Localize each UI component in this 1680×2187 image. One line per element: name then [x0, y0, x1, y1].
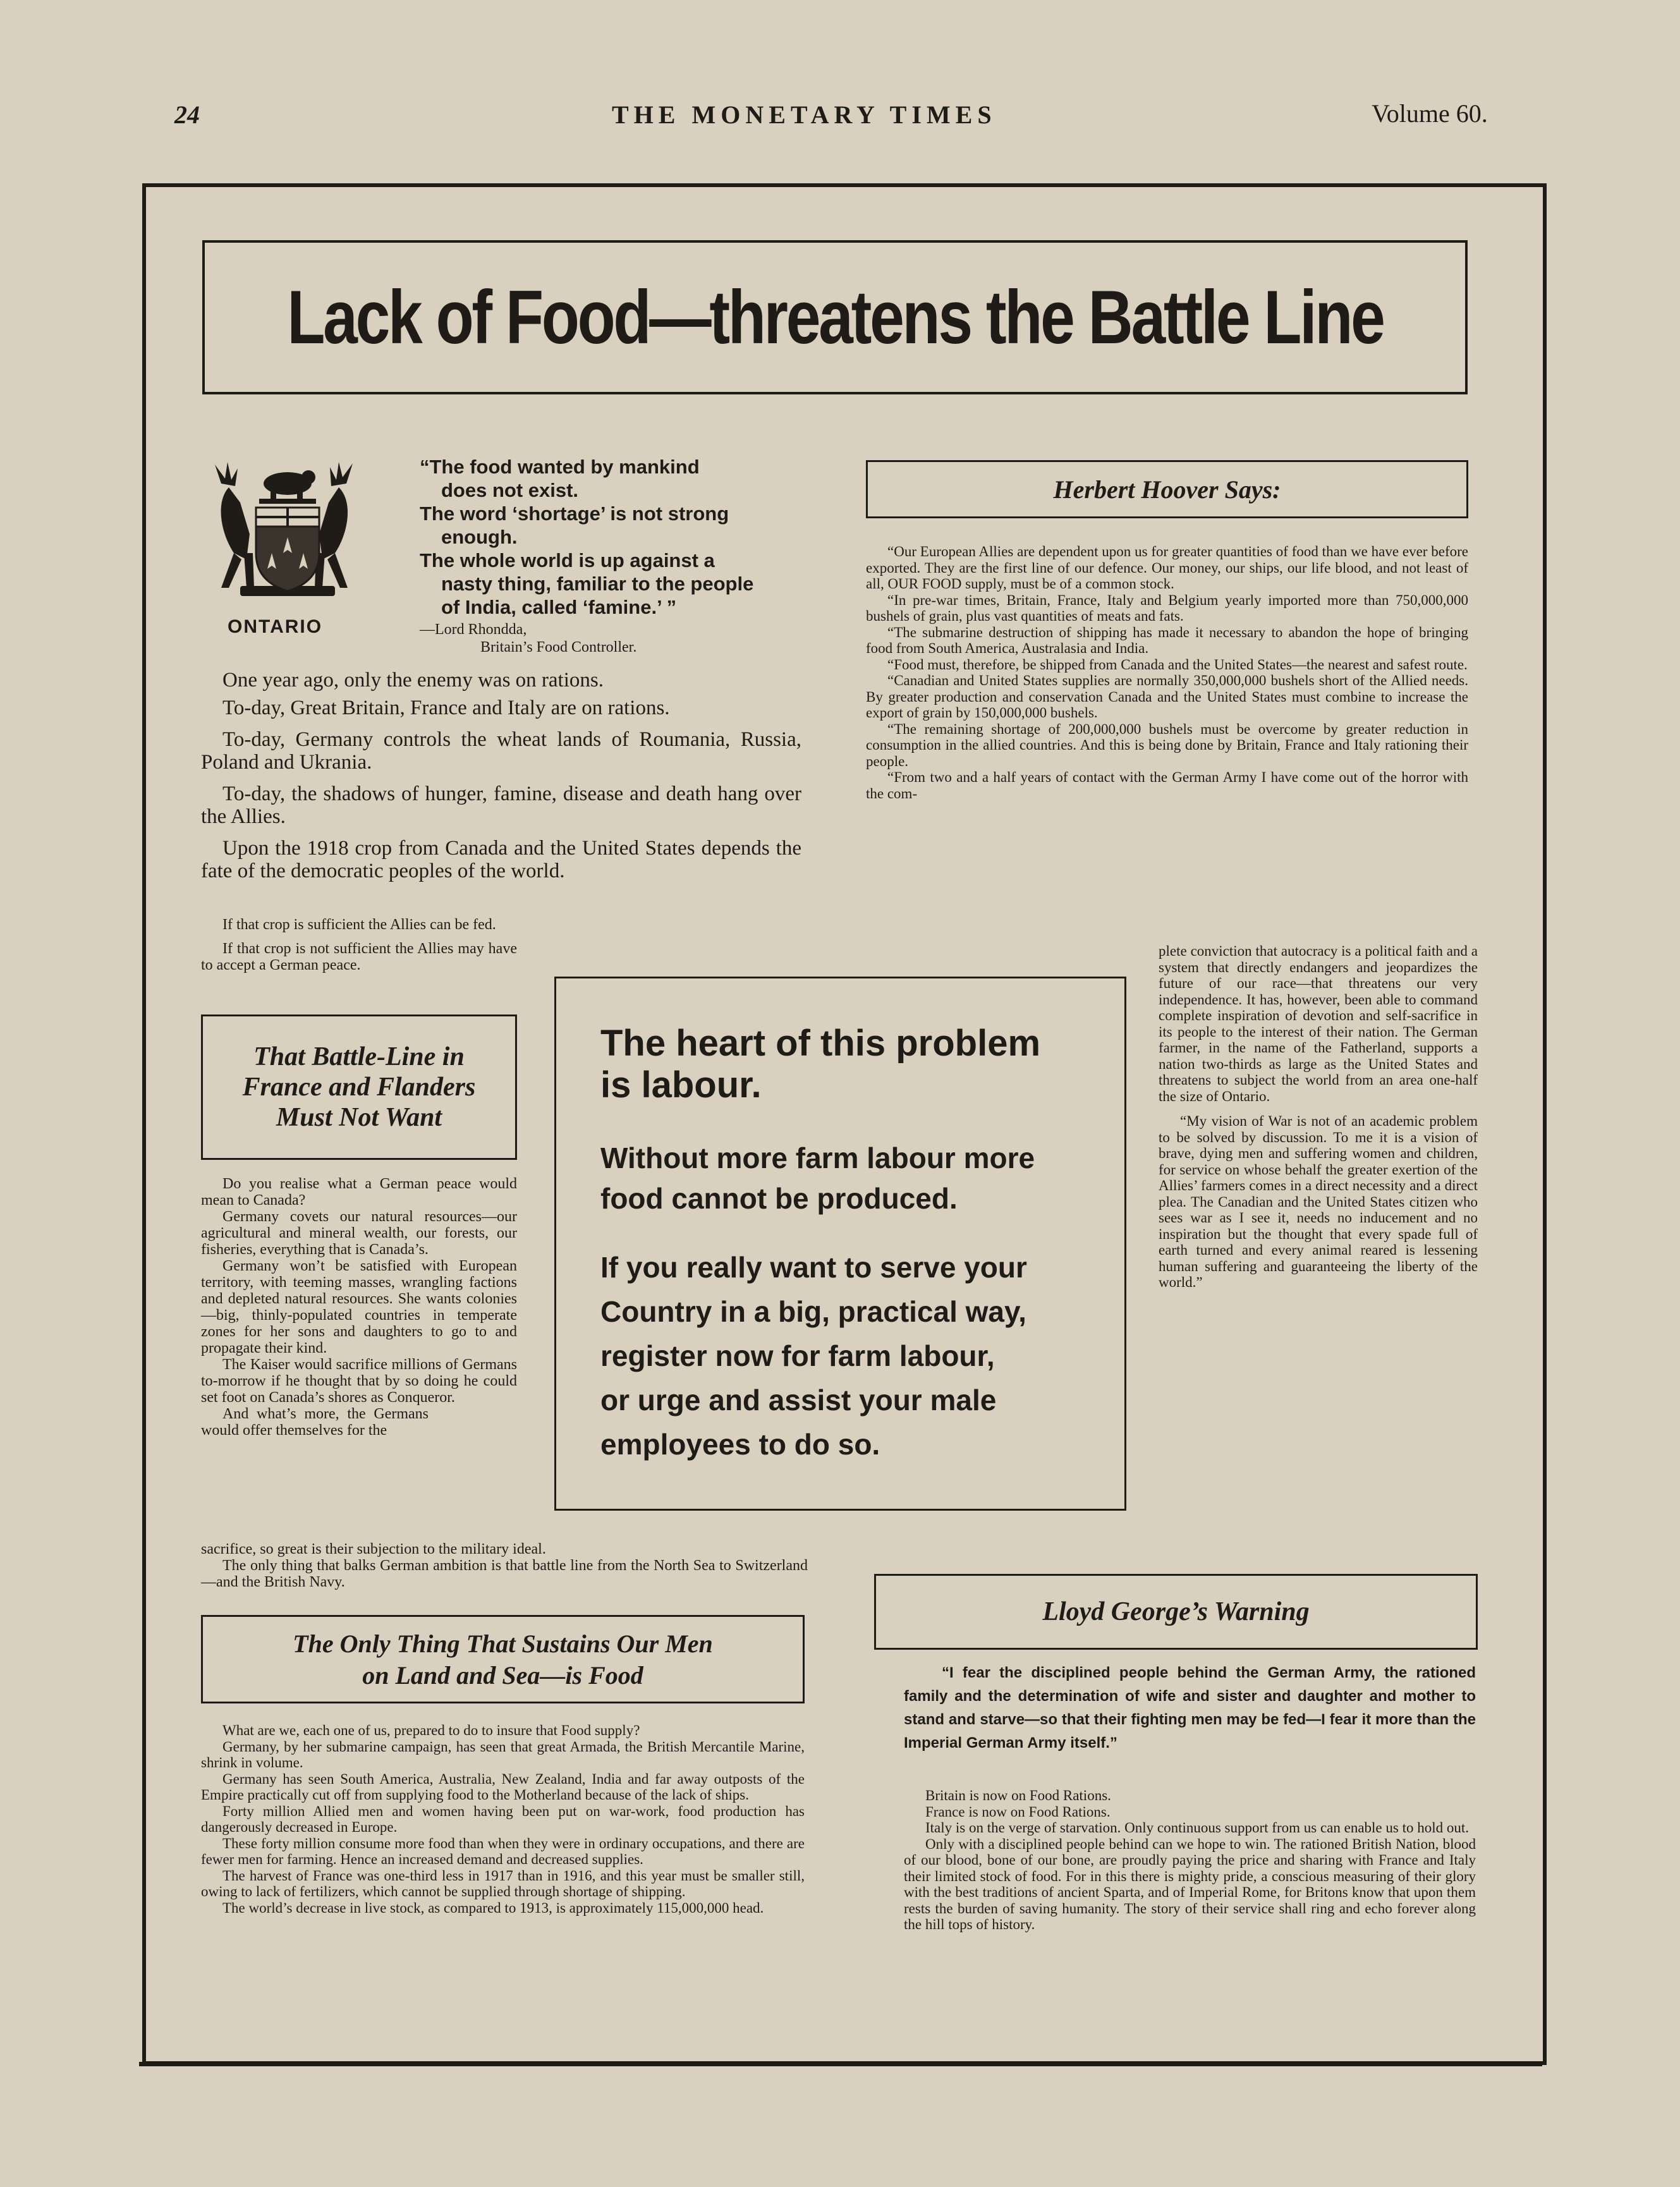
labour-paragraph-1: [600, 1138, 1099, 1219]
quote-line: does not exist.: [441, 479, 579, 501]
body-paragraph: These forty million consume more food than when they were in ordinary occupations, and there are fewer men for farming. Hence an increased demand and decreased supplies.: [201, 1835, 805, 1867]
page-number: 24: [174, 101, 200, 129]
intro-crop-note: [201, 917, 801, 933]
text-line: food cannot be produced.: [600, 1182, 958, 1215]
heading-line: is labour.: [600, 1064, 762, 1106]
body-paragraph: “Our European Allies are dependent upon us for greater quantities of food than we have ever before exported. They are the first line of our defence. Our money, our ships, our life blood, and not least of all, OUR FOOD supply, must be of a common stock.: [866, 544, 1468, 592]
publication-title: THE MONETARY TIMES: [612, 101, 997, 129]
hoover-text-cont: [1159, 943, 1478, 1291]
intro-paragraph: To-day, the shadows of hunger, famine, disease and death hang over the Allies.: [201, 783, 801, 828]
quote-line: nasty thing, familiar to the people: [441, 573, 754, 595]
heading-line: The Only Thing That Sustains Our Men: [293, 1630, 713, 1658]
body-paragraph: sacrifice, so great is their subjection to the military ideal.: [201, 1541, 546, 1557]
body-paragraph: What are we, each one of us, prepared to do to insure that Food supply?: [222, 1722, 640, 1738]
body-paragraph: “From two and a half years of contact with the German Army I have come out of the horror with the com-: [866, 769, 1468, 801]
body-paragraph: Germany won’t be satisfied with European territory, with teeming masses, wrangling factions and depleted natural resources. She wants colonies—big, thinly-populated countries in temperate zones for her sons and daughters to go to and propagate their kind.: [201, 1258, 517, 1356]
text-line: or urge and assist your male: [600, 1384, 997, 1416]
body-paragraph: And what’s more, the Germans would offer themselves for the: [201, 1406, 429, 1439]
text-line: employees to do so.: [600, 1428, 880, 1461]
bottom-rule: [139, 2062, 1542, 2066]
intro-paragraph: Upon the 1918 crop from Canada and the United States depends the fate of the democratic peoples of the world.: [201, 837, 801, 882]
main-title: Lack of Food—threatens the Battle Line: [286, 275, 1384, 360]
body-paragraph: Forty million Allied men and women having been put on war-work, food production has dangerously decreased in Europe.: [201, 1803, 805, 1835]
body-paragraph: The harvest of France was one-third less in 1917 than in 1916, and this year must be smaller still, owing to lack of fertilizers, which cannot be supplied through shortage of shipping.: [201, 1867, 805, 1899]
ontario-crest: [196, 458, 379, 637]
sustains-heading-box: [201, 1615, 805, 1703]
main-title-box: [202, 240, 1468, 394]
body-paragraph: Germany covets our natural resources—our agricultural and mineral wealth, our forests, our fisheries, everything that is Canada’s.: [201, 1209, 517, 1258]
quote-line: “The food wanted by mankind: [420, 456, 700, 478]
text-line: register now for farm labour,: [600, 1339, 995, 1372]
intro-crop-note-2: [201, 941, 517, 973]
text-line: Without more farm labour more: [600, 1142, 1035, 1174]
body-paragraph: “Canadian and United States supplies are normally 350,000,000 bushels short of the Allied needs. By greater production and conservation Canada and the United States must combine to increase the export of grain by 150,000,000 bushels.: [866, 673, 1468, 721]
attribution-title: Britain’s Food Controller.: [480, 639, 637, 655]
intro-text: [201, 669, 801, 882]
attribution-name: —Lord Rhondda,: [420, 621, 527, 638]
battle-line-heading-box: [201, 1014, 517, 1160]
battle-line-text: [201, 1176, 517, 1439]
volume-label: Volume 60.: [1372, 99, 1488, 128]
crest-label: ONTARIO: [228, 616, 323, 637]
heading-line: France and Flanders: [242, 1073, 476, 1102]
heading-line: on Land and Sea—is Food: [362, 1661, 643, 1690]
sustains-text: [201, 1722, 805, 1916]
body-paragraph: The world’s decrease in live stock, as compared to 1913, is approximately 115,000,000 head.: [222, 1899, 764, 1916]
heading-line: The heart of this problem: [600, 1023, 1041, 1064]
quote-line: The word ‘shortage’ is not strong: [420, 503, 729, 525]
heading-line: That Battle-Line in: [253, 1042, 465, 1071]
hoover-text: [866, 544, 1468, 801]
lloyd-text: [904, 1788, 1476, 1933]
heading-line: Must Not Want: [276, 1103, 442, 1132]
text-line: If you really want to serve your: [600, 1251, 1027, 1284]
body-paragraph: plete conviction that autocracy is a political faith and a system that directly endangers and jeopardizes the future of our race—that threatens our very independence. It has, however, been able to command complete inspiration of devotion and self-sacrifice in its people to the interest of their nation. The German farmer, in the name of the Fatherland, supports a nation two-thirds as large as the United States and threatens to subject the world from an area one-half the size of Ontario.: [1159, 943, 1478, 1104]
intro-paragraph: If that crop is sufficient the Allies can be fed.: [222, 917, 496, 933]
text-line: Country in a big, practical way,: [600, 1295, 1026, 1328]
intro-paragraph: To-day, Germany controls the wheat lands of Roumania, Russia, Poland and Ukrania.: [201, 728, 801, 774]
hoover-heading-box: [866, 460, 1468, 518]
body-paragraph: “My vision of War is not of an academic problem to be solved by discussion. To me it is a vision of brave, dying men and suffering women and children, for service on whose behalf the greater exertion of the Allies’ farmers comes in a direct necessity and a direct plea. The Canadian and the United States citizen who sees war as I see it, needs no inducement and no inspiration but the thought that every spade full of earth turned and every animal reared is lessening human suffering and guaranteeing the liberty of the world.”: [1159, 1113, 1478, 1290]
lloyd-quote: “I fear the disciplined people behind the German Army, the rationed family and the determination of wife and sister and daughter and mother to stand and starve—so that their fighting men may be fed—I fear it more than the Imperial German Army itself.”: [904, 1664, 1476, 1751]
body-paragraph: The only thing that balks German ambition is that battle line from the North Sea to Switzerland—and the British Navy.: [201, 1557, 808, 1590]
body-paragraph: Only with a disciplined people behind can we hope to win. The rationed British Nation, blood of our blood, bone of our bone, are proudly paying the price and sharing with France and Italy their limited stock of food. For in this there is mighty pride, a conscious measuring of their glory with the best traditions of ancient Sparta, and of Imperial Rome, for Britons know that upon them rests the burden of saving humanity. The story of their service shall ring and echo forever along the hill tops of history.: [904, 1836, 1476, 1932]
body-paragraph: Italy is on the verge of starvation. Only continuous support from us can enable us to hold out.: [925, 1820, 1470, 1836]
quote-line: of India, called ‘famine.’ ”: [441, 596, 677, 618]
body-paragraph: “Food must, therefore, be shipped from Canada and the United States—the nearest and safest route.: [887, 656, 1468, 673]
coat-of-arms-icon: [196, 458, 379, 604]
quote-line: enough.: [441, 526, 518, 548]
rhondda-quote: [420, 455, 812, 619]
body-paragraph: Germany has seen South America, Australia, New Zealand, India and far away outposts of the Empire practically cut off from supplying food to the Motherland because of the lack of ships.: [201, 1770, 805, 1803]
body-paragraph: Germany, by her submarine campaign, has seen that great Armada, the British Mercantile Marine, shrink in volume.: [201, 1738, 805, 1770]
body-paragraph: “The submarine destruction of shipping has made it necessary to abandon the hope of bringing food from South America, Australasia and India.: [866, 624, 1468, 656]
hoover-heading: Herbert Hoover Says:: [1053, 475, 1281, 504]
body-paragraph: “The remaining shortage of 200,000,000 bushels must be overcome by greater reduction in consumption in the allied countries. And this is being done by Britain, France and Italy rationing their people.: [866, 721, 1468, 769]
intro-paragraph: If that crop is not sufficient the Allies may have to accept a German peace.: [201, 941, 517, 973]
labour-heading: [600, 1023, 1099, 1106]
body-paragraph: France is now on Food Rations.: [925, 1803, 1111, 1820]
quote-line: The whole world is up against a: [420, 549, 715, 571]
battle-line-text-cont: [201, 1541, 808, 1590]
body-paragraph: Do you realise what a German peace would mean to Canada?: [201, 1176, 517, 1209]
lloyd-heading-box: [874, 1574, 1478, 1650]
labour-box: [554, 977, 1126, 1511]
body-paragraph: Britain is now on Food Rations.: [925, 1788, 1111, 1803]
rhondda-attribution: [420, 621, 636, 656]
body-paragraph: The Kaiser would sacrifice millions of Germans to-morrow if he thought that by so doing he could set foot on Canada’s shores as Conqueror.: [201, 1356, 517, 1406]
intro-paragraph: One year ago, only the enemy was on rations.: [222, 669, 604, 691]
lloyd-heading: Lloyd George’s Warning: [1042, 1597, 1310, 1626]
labour-paragraph-2: [600, 1245, 1099, 1466]
body-paragraph: “In pre-war times, Britain, France, Italy and Belgium yearly imported more than 750,000,000 bushels of grain, plus vast quantities of meats and fats.: [866, 592, 1468, 624]
intro-paragraph: To-day, Great Britain, France and Italy are on rations.: [222, 697, 670, 719]
